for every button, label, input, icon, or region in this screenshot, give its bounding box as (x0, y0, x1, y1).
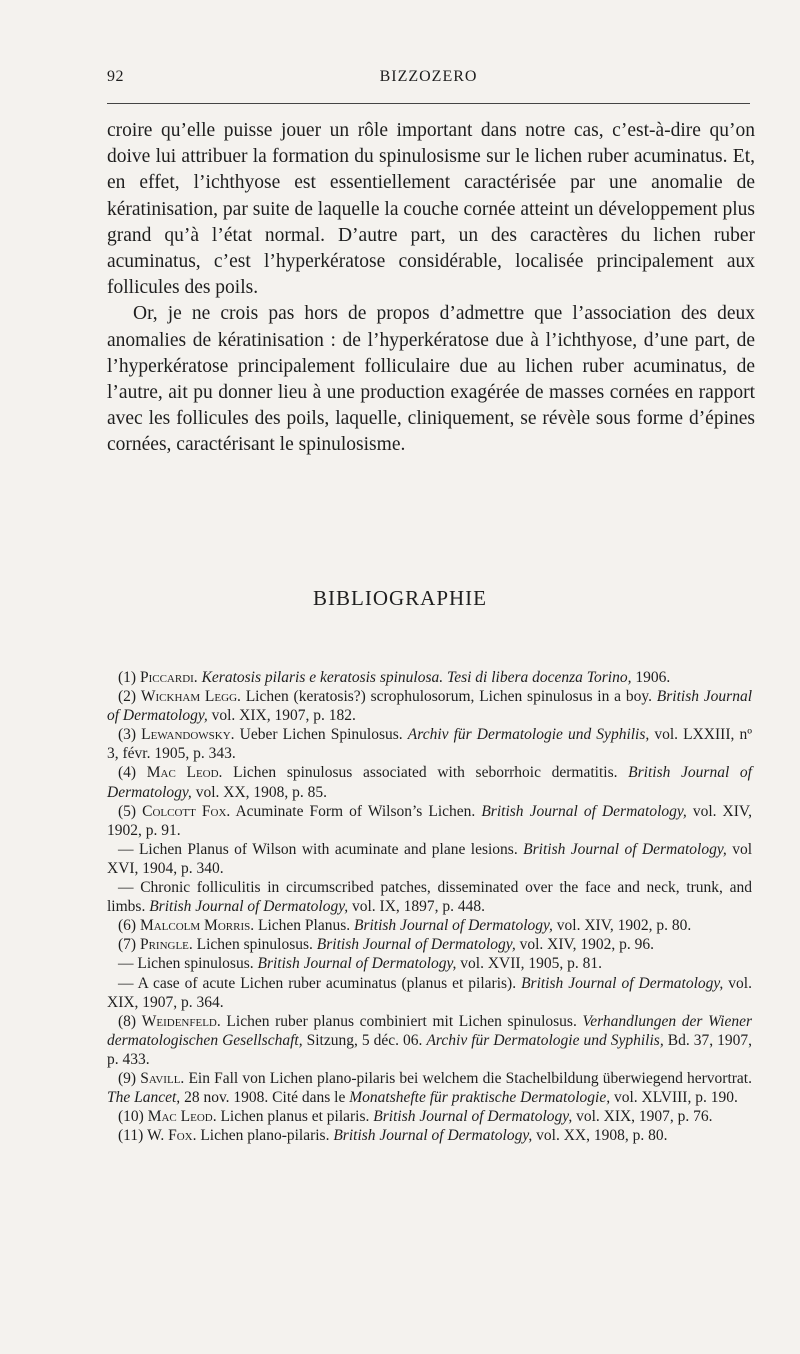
bib-entry-4: (4) Mac Leod. Lichen spinulosus associated with seborrhoic dermatitis. British Journal of Dermatology, vol. XX, 1908, p. 85. (107, 764, 752, 801)
bib-entry-8: (8) Weidenfeld. Lichen ruber planus combiniert mit Lichen spinulosus. Verhandlungen der Wiener dermatologischen Gesellschaft, Sitzung, 5 déc. 06. Archiv für Dermatologie und Syphilis, Bd. 37, 1907, p. 433. (107, 1012, 752, 1068)
bib-entry-5: (5) Colcott Fox. Acuminate Form of Wilson’s Lichen. British Journal of Dermatology, vol. XIV, 1902, p. 91. (107, 802, 752, 839)
bib-entry-1: (1) Piccardi. Keratosis pilaris e keratosis spinulosa. Tesi di libera docenza Torino, 1906. (118, 669, 671, 686)
paragraph-1: croire qu’elle puisse jouer un rôle important dans notre cas, c’est-à-dire qu’on doive lui attribuer la formation du spinulosisme sur le lichen ruber acuminatus. Et, en effet, l’ichthyose est essentiellement caractérisée par une anomalie de kératinisation, par suite de laquelle la couche cornée atteint un développement plus grand qu’à l’état normal. D’autre part, un des caractères du lichen ruber acuminatus, c’est l’hyperkératose considérable, localisée principalement aux follicules des poils. (107, 120, 755, 299)
bib-entry-5c: — Chronic folliculitis in circumscribed patches, disseminated over the face and neck, trunk, and limbs. British Journal of Dermatology, vol. IX, 1897, p. 448. (107, 879, 752, 916)
running-header (107, 68, 750, 90)
bib-entry-7c: — A case of acute Lichen ruber acuminatus (planus et pilaris). British Journal of Dermatology, vol. XIX, 1907, p. 364. (107, 974, 752, 1011)
bibliography-title: BIBLIOGRAPHIE (313, 586, 487, 610)
bib-entry-10: (10) Mac Leod. Lichen planus et pilaris. British Journal of Dermatology, vol. XIX, 1907, p. 76. (118, 1108, 713, 1126)
running-title: BIZZOZERO (379, 68, 478, 85)
body-text (107, 118, 755, 459)
bib-entry-11: (11) W. Fox. Lichen plano-pilaris. British Journal of Dermatology, vol. XX, 1908, p. 80. (118, 1127, 668, 1145)
bib-entry-7: (7) Pringle. Lichen spinulosus. British Journal of Dermatology, vol. XIV, 1902, p. 96. (118, 936, 655, 954)
bib-entry-9: (9) Savill. Ein Fall von Lichen plano-pilaris bei welchem die Stachelbildung überwiegend hervortrat. The Lancet, 28 nov. 1908. Cité dans le Monatshefte für praktische Dermatologie, vol. XLVIII, p. 190. (107, 1069, 752, 1107)
bib-entry-7b: — Lichen spinulosus. British Journal of Dermatology, vol. XVII, 1905, p. 81. (118, 955, 602, 973)
bib-entry-3: (3) Lewandowsky. Ueber Lichen Spinulosus. Archiv für Dermatologie und Syphilis, vol. LXXIII, nº 3, févr. 1905, p. 343. (107, 726, 753, 763)
page-number: 92 (107, 68, 124, 85)
bib-entry-5b: — Lichen Planus of Wilson with acuminate and plane lesions. British Journal of Dermatology, vol XVI, 1904, p. 340. (107, 840, 753, 877)
paragraph-2: Or, je ne crois pas hors de propos d’admettre que l’association des deux anomalies de kératinisation : de l’hyperkératose due à l’ichthyose, d’une part, de l’hyperkératose principalement folliculaire due au lichen ruber acuminatus, de l’autre, ait pu donner lieu à une production exagérée de masses cornées en rapport avec les follicules des poils, laquelle, cliniquement, se révèle sous forme d’épines cornées, caractérisant le spinulosisme. (107, 303, 755, 456)
bib-entry-2: (2) Wickham Legg. Lichen (keratosis?) scrophulosorum, Lichen spinulosus in a boy. British Journal of Dermatology, vol. XIX, 1907, p. 182. (107, 688, 753, 725)
header-rule (107, 103, 750, 104)
bibliography-list (107, 668, 752, 1145)
bib-entry-6: (6) Malcolm Morris. Lichen Planus. British Journal of Dermatology, vol. XIV, 1902, p. 80. (118, 917, 692, 935)
